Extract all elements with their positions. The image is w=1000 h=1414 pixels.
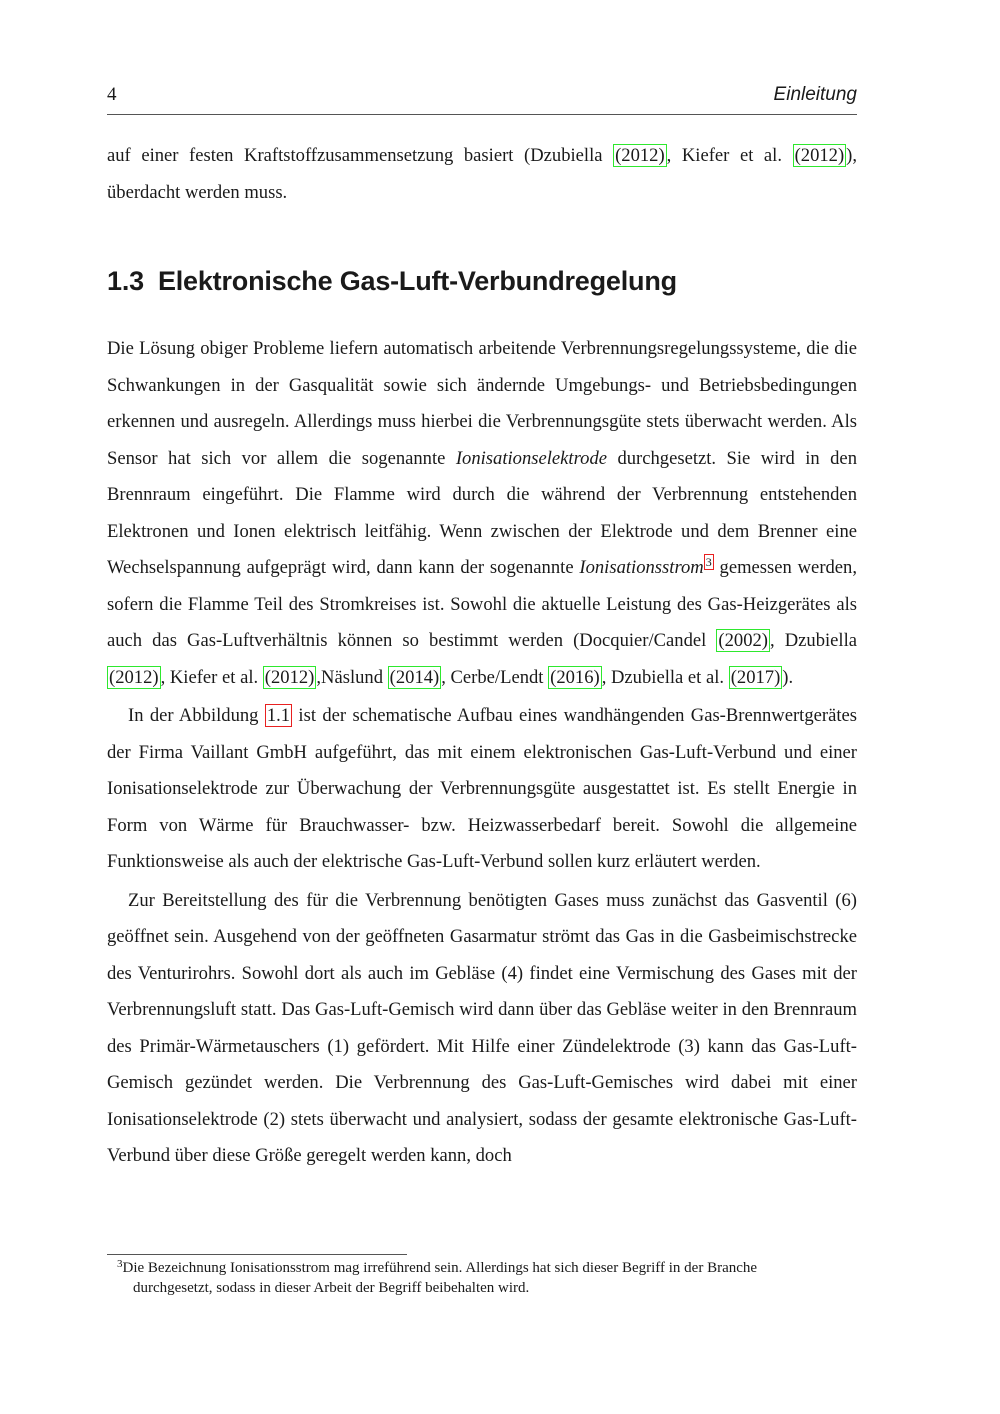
citation-link[interactable]: (2012) xyxy=(615,145,665,166)
section-heading xyxy=(107,266,677,297)
citation-link[interactable]: (2002) xyxy=(718,630,768,651)
document-page xyxy=(107,0,857,1414)
emphasis-term: Ionisationselektrode xyxy=(455,447,607,469)
citation-link[interactable]: (2014) xyxy=(389,666,440,688)
footnote xyxy=(107,1258,857,1298)
body-text xyxy=(107,331,857,1175)
footnote-text-line-2: durchgesetzt, sodass in dieser Arbeit der Begriff beibehalten wird. xyxy=(133,1280,530,1296)
emphasis-term: Ionisationsstrom xyxy=(579,557,704,578)
figure-reference-link[interactable]: 1.1 xyxy=(266,705,291,726)
footnote-mark: 3 xyxy=(117,1258,123,1270)
footnote-link[interactable]: 3 xyxy=(705,555,712,569)
citation-link[interactable]: (2017) xyxy=(730,666,781,688)
chapter-title: Einleitung xyxy=(773,84,857,105)
running-header xyxy=(107,84,857,115)
section-title: Elektronische Gas-Luft-Verbundregelung xyxy=(157,266,677,296)
paragraph-1: Die Lösung obiger Probleme liefern automatisch arbeitende Verbrennungsregelungssysteme, die die Schwankungen in der Gasqualität sowie sich ändernde Umgebungs- und Betriebsbedingungen erkennen und ausregeln. Allerdings muss hierbei die Verbrennungsgüte stets überwacht werden. Als Sensor hat sich vor allem die sogenannte Ionisationselektrode durchgesetzt. Sie wird in den Brennraum eingeführt. Die Flamme wird durch die während der Verbrennung entstehenden Elektronen und Ionen elektrisch leitfähig. Wenn zwischen der Elektrode und dem Brenner eine Wechselspannung aufgeprägt wird, dann kann der sogenannte Ionisationsstrom $^3$ gemessen werden, sofern die Flamme Teil des Stromkreises ist. Sowohl die aktuelle Leistung des Gas-Heizgerätes als auch das Gas-Luftverhältnis können so bestimmt werden (Docquier/Candel (2002) , Dzubiella (2012) , Kiefer et al. (2012) ,Näslund (2014) , Cerbe/Lendt (2016) , Dzubiella et al. (2017) ). xyxy=(107,338,857,688)
citation-link[interactable]: (2016) xyxy=(550,666,600,688)
paragraph-2: In der Abbildung 1.1 ist der schematische Aufbau eines wandhängenden Gas-Brennwertgerätes der Firma Vaillant GmbH aufgeführt, das mit einem elektronischen Gas-Luft-Verbund und einer Ionisationselektrode zur Überwachung der Verbrennungsgüte ausgestattet ist. Es stellt Energie in Form von Wärme für Brauchwasser- bzw. Heizwasserbedarf bereit. Sowohl die allgemeine Funktionsweise als auch der elektrische Gas-Luft-Verbund sollen kurz erläutert werden. xyxy=(107,705,857,872)
section-number: 1.3 xyxy=(107,266,144,296)
footnote-divider xyxy=(107,1254,407,1255)
citation-link[interactable]: (2012) xyxy=(264,666,315,688)
paragraph-3: Zur Bereitstellung des für die Verbrennung benötigten Gases muss zunächst das Gasventil (6) geöffnet sein. Ausgehend von der geöffneten Gasarmatur strömt das Gas in die Gasbeimischstrecke des Venturirohrs. Sowohl dort als auch im Gebläse (4) findet eine Vermischung des Gases mit der Verbrennungsluft statt. Das Gas-Luft-Gemisch wird dann über das Gebläse weiter in den Brennraum des Primär-Wärmetauschers (1) gefördert. Mit Hilfe einer Zündelektrode (3) kann das Gas-Luft-Gemisch gezündet werden. Die Verbrennung des Gas-Luft-Gemisches wird dabei mit einer Ionisationselektrode (2) stets überwacht und analysiert, sodass der gesamte elektronische Gas-Luft-Verbund über diese Größe geregelt werden kann, doch xyxy=(107,889,857,1166)
page-number: 4 xyxy=(107,84,117,105)
citation-link[interactable]: (2012) xyxy=(794,145,845,166)
paragraph-continued: auf einer festen Kraftstoffzusammensetzung basiert (Dzubiella (2012) , Kiefer et al. (2012) ), überdacht werden muss. xyxy=(107,145,857,203)
footnote-text-line-1: Die Bezeichnung Ionisationsstrom mag irreführend sein. Allerdings hat sich dieser Begriff in der Branche xyxy=(122,1260,758,1276)
citation-link[interactable]: (2012) xyxy=(109,666,159,688)
